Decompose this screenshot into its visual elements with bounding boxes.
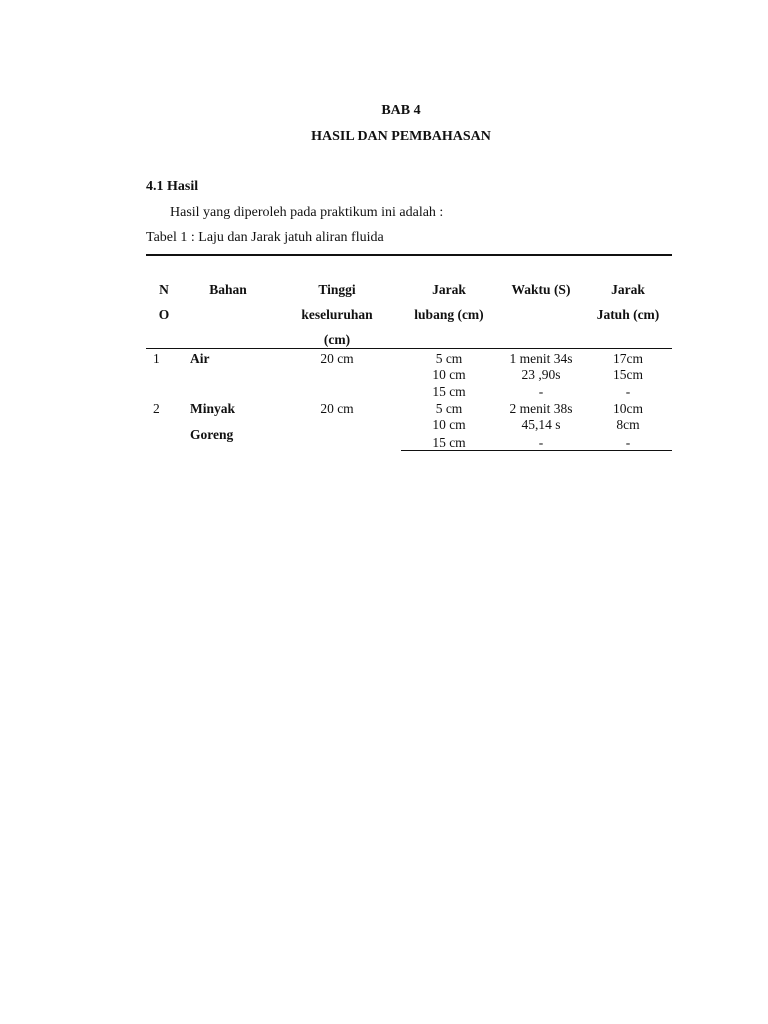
header-jarak-lubang-line2: lubang (cm) (414, 307, 484, 322)
intro-paragraph: Hasil yang diperoleh pada praktikum ini adalah : (170, 205, 444, 220)
header-tinggi-line2: keseluruhan (301, 307, 373, 322)
header-bottom-rule (146, 348, 672, 349)
row1-jatuh-2: 15cm (613, 367, 643, 382)
header-waktu: Waktu (S) (511, 282, 571, 297)
header-tinggi-line1: Tinggi (318, 282, 356, 297)
table-bottom-rule (401, 450, 672, 451)
row2-lubang-3: 15 cm (432, 435, 466, 450)
header-tinggi-line3: (cm) (323, 332, 351, 347)
row1-bahan: Air (190, 351, 210, 366)
table-top-rule (146, 254, 672, 256)
row1-waktu-1: 1 menit 34s (509, 351, 573, 366)
header-no-line2: O (158, 307, 170, 322)
row2-lubang-1: 5 cm (435, 401, 463, 416)
header-no-line1: N (159, 282, 169, 297)
row1-jatuh-1: 17cm (613, 351, 643, 366)
row1-jatuh-3: - (625, 384, 631, 399)
row2-lubang-2: 10 cm (432, 417, 466, 432)
row2-tinggi: 20 cm (320, 401, 354, 416)
row1-lubang-3: 15 cm (432, 384, 466, 399)
row2-bahan-line2: Goreng (190, 427, 234, 442)
chapter-title: HASIL DAN PEMBAHASAN (311, 129, 491, 144)
row2-waktu-2: 45,14 s (521, 417, 561, 432)
chapter-number: BAB 4 (381, 103, 421, 118)
row2-jatuh-1: 10cm (613, 401, 643, 416)
header-jarak-jatuh-line2: Jatuh (cm) (596, 307, 660, 322)
row1-no: 1 (153, 351, 160, 366)
row1-tinggi: 20 cm (320, 351, 354, 366)
row2-jatuh-2: 8cm (616, 417, 640, 432)
row1-lubang-2: 10 cm (432, 367, 466, 382)
row2-jatuh-3: - (625, 435, 631, 450)
header-jarak-jatuh-line1: Jarak (611, 282, 645, 297)
row2-bahan-line1: Minyak (190, 401, 236, 416)
row1-waktu-2: 23 ,90s (521, 367, 561, 382)
table-caption: Tabel 1 : Laju dan Jarak jatuh aliran fluida (146, 230, 384, 245)
header-bahan: Bahan (209, 282, 247, 297)
row2-waktu-1: 2 menit 38s (509, 401, 573, 416)
row1-lubang-1: 5 cm (435, 351, 463, 366)
header-jarak-lubang-line1: Jarak (432, 282, 466, 297)
row2-no: 2 (153, 401, 160, 416)
section-heading: 4.1 Hasil (146, 179, 199, 194)
row2-waktu-3: - (538, 435, 544, 450)
row1-waktu-3: - (538, 384, 544, 399)
